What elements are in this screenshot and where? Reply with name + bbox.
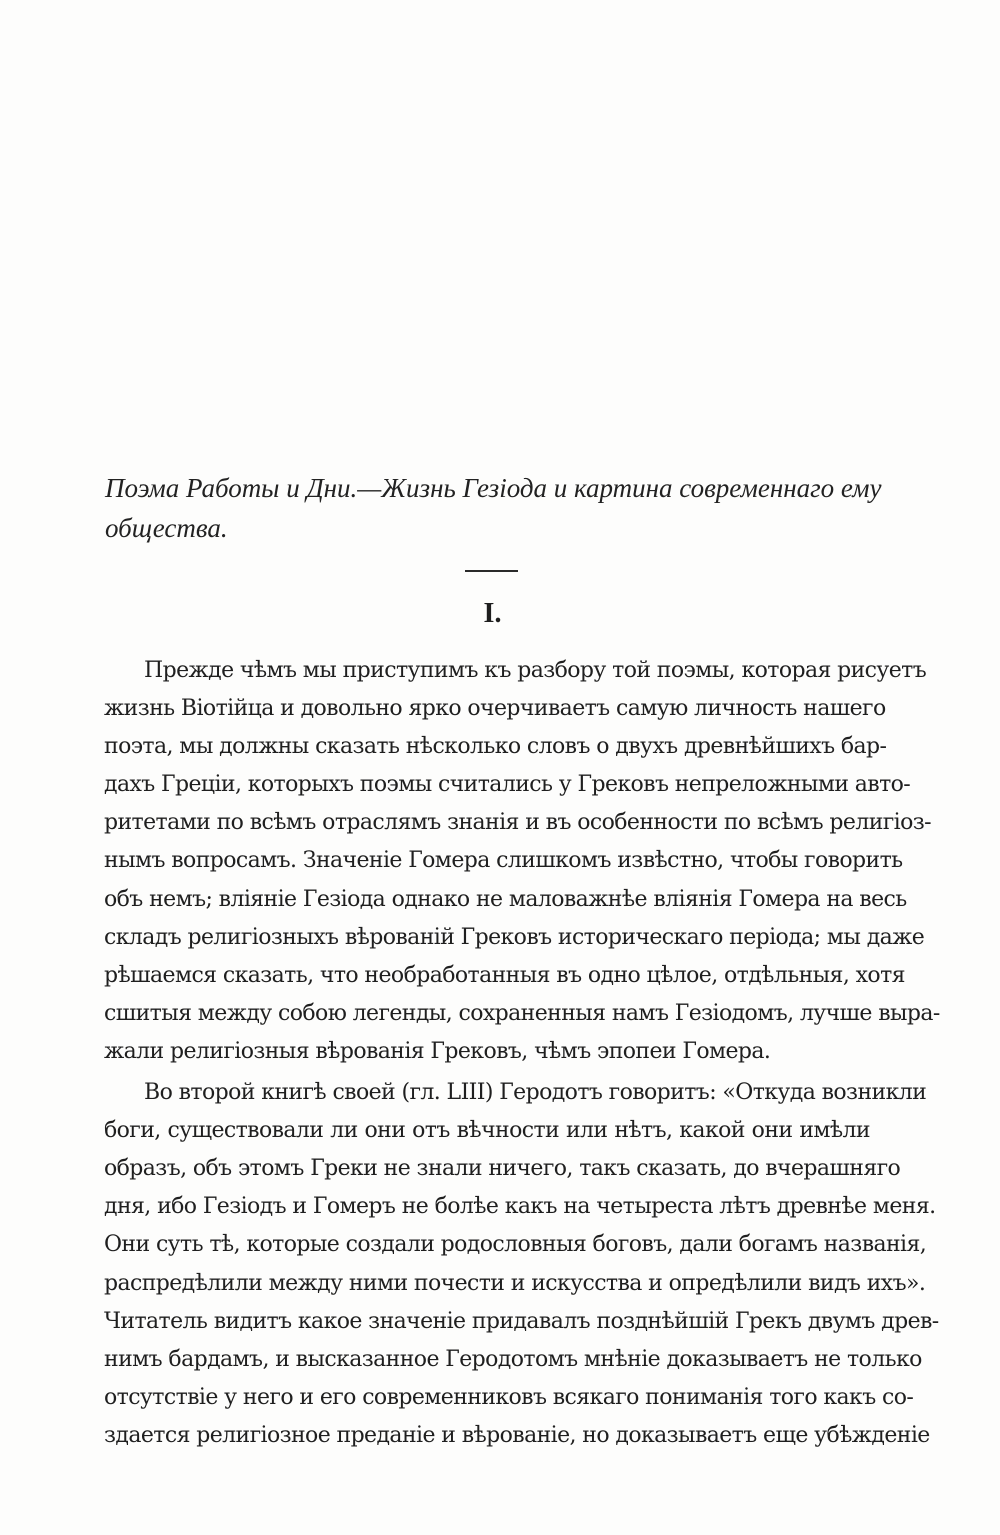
- paragraph: [104, 652, 940, 1071]
- text-line: сшитыя между собою легенды, сохраненныя намъ Гезіодомъ, лучше выра-: [104, 1000, 940, 1026]
- heading-line: Поэма Работы и Дни.—Жизнь Гезіода и картина современнаго ему: [105, 473, 882, 503]
- text-line: объ немъ; вліяніе Гезіода однако не маловажнѣе вліянія Гомера на весь: [104, 886, 907, 912]
- text-line: отсутствіе у него и его современниковъ всякаго пониманія того какъ со-: [104, 1384, 914, 1410]
- section-number: I.: [483, 598, 502, 629]
- text-line: жизнь Віотійца и довольно ярко очерчиваетъ самую личность нашего: [104, 696, 886, 722]
- text-line: Прежде чѣмъ мы приступимъ къ разбору той поэмы, которая рисуетъ: [144, 658, 927, 683]
- text-line: жали религіозныя вѣрованія Грековъ, чѣмъ эпопеи Гомера.: [104, 1038, 771, 1064]
- text-line: нымъ вопросамъ. Значеніе Гомера слишкомъ извѣстно, чтобы говорить: [104, 848, 903, 874]
- paragraph: [104, 1074, 939, 1455]
- text-line: дня, ибо Гезіодъ и Гомеръ не болѣе какъ на четыреста лѣтъ древнѣе меня.: [104, 1194, 936, 1220]
- text-line: нимъ бардамъ, и высказанное Геродотомъ мнѣніе доказываетъ не только: [104, 1346, 922, 1372]
- heading-rule: [465, 570, 518, 572]
- text-line: рѣшаемся сказать, что необработанныя въ одно цѣлое, отдѣльныя, хотя: [104, 962, 905, 988]
- body-text: [104, 652, 940, 1455]
- text-line: ритетами по всѣмъ отраслямъ знанія и въ особенности по всѣмъ религіоз-: [104, 810, 932, 836]
- text-line: образъ, объ этомъ Греки не знали ничего, такъ сказать, до вчерашняго: [104, 1156, 901, 1182]
- text-line: Читатель видитъ какое значеніе придавалъ позднѣйшій Грекъ двумъ древ-: [104, 1308, 939, 1334]
- text-line: дахъ Греціи, которыхъ поэмы считались у Грековъ непреложными авто-: [104, 772, 911, 798]
- text-line: складъ религіозныхъ вѣрованій Грековъ историческаго періода; мы даже: [104, 924, 925, 950]
- text-line: Они суть тѣ, которые создали родословныя боговъ, дали богамъ названія,: [104, 1232, 927, 1258]
- text-line: Во второй книгѣ своей (гл. LIII) Геродотъ говоритъ: «Откуда возникли: [144, 1080, 927, 1106]
- chapter-heading: [105, 468, 882, 548]
- text-line: здается религіозное преданіе и вѣрованіе, но доказываетъ еще убѣжденіе: [104, 1422, 930, 1448]
- text-line: боги, существовали ли они отъ вѣчности или нѣтъ, какой они имѣли: [104, 1118, 870, 1144]
- text-line: поэта, мы должны сказать нѣсколько словъ о двухъ древнѣйшихъ бар-: [104, 734, 887, 760]
- text-line: распредѣлили между ними почести и искусства и опредѣлили видъ ихъ».: [104, 1270, 926, 1296]
- heading-line: общества.: [105, 513, 228, 543]
